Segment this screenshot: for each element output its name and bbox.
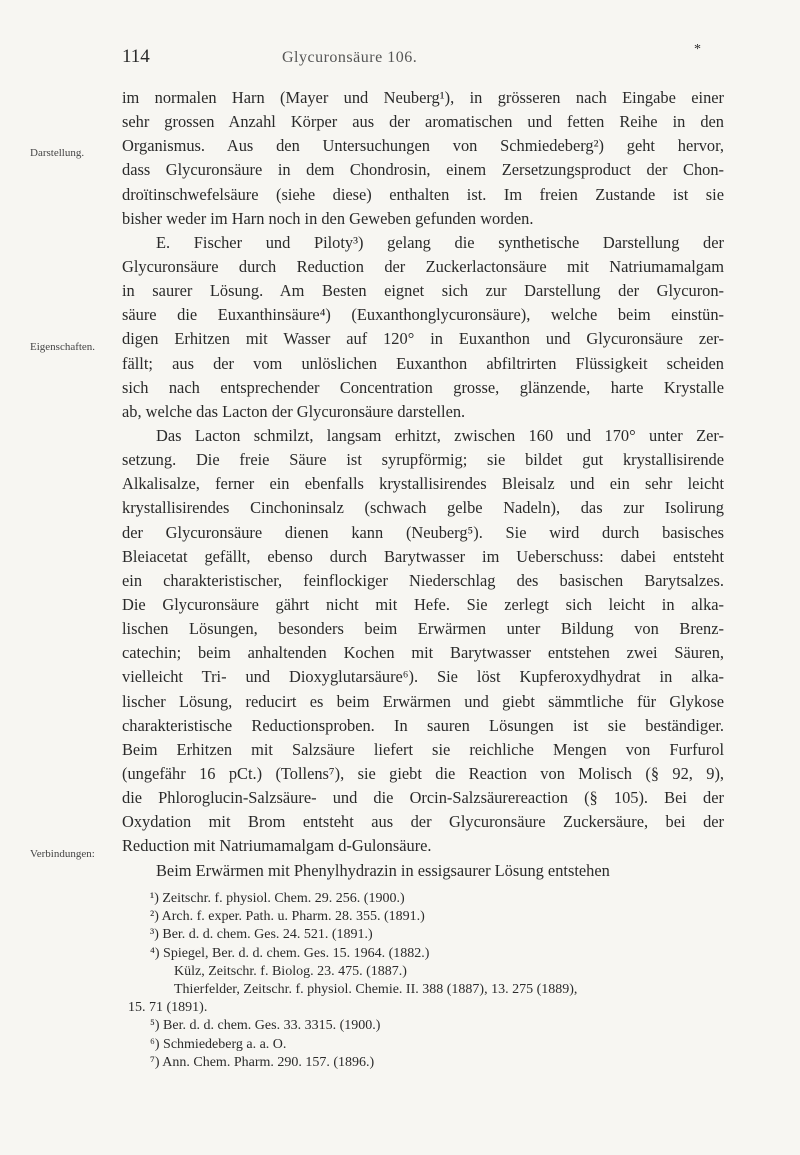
text-line: im normalen Harn (Mayer und Neuberg¹), in grösseren nach Eingabe einer [122,88,724,107]
text-line: ein charakteristischer, feinflockiger Niederschlag des basischen Barytsalzes. [122,570,724,590]
text-line: bisher weder im Harn noch in den Geweben gefunden worden. [122,208,534,228]
text-line: lischen Lösungen, besonders beim Erwärmen unter Bildung von Brenz- [122,619,724,639]
text-line: fällt; aus der vom unlöslichen Euxanthon abfiltrirten Flüssigkeit scheiden [122,353,724,373]
text-line: Alkalisalze, ferner ein ebenfalls krystallisirendes Bleisalz und ein sehr leicht [122,474,724,494]
page-number: 114 [122,46,150,67]
page-header [122,42,702,72]
footnote-4: ⁴) Spiegel, Ber. d. d. chem. Ges. 15. 1964. (1882.) [150,945,430,961]
text-line: droïtinschwefelsäure (siehe diese) enthalten ist. Im freien Zustande ist sie [122,184,724,204]
footnote-1: ¹) Zeitschr. f. physiol. Chem. 29. 256. (1900.) [150,891,405,906]
footnote-3: ³) Ber. d. d. chem. Ges. 24. 521. (1891.) [150,927,373,943]
text-line: setzung. Die freie Säure ist syrupförmig; sie bildet gut krystallisirende [122,450,724,470]
text-line: catechin; beim anhaltenden Kochen mit Barytwasser entstehen zwei Säuren, [122,643,724,663]
text-line: Beim Erwärmen mit Phenylhydrazin in essigsaurer Lösung entstehen [156,860,610,880]
footnote-2: ²) Arch. f. exper. Path. u. Pharm. 28. 355. (1891.) [150,909,425,925]
text-line: Das Lacton schmilzt, langsam erhitzt, zwischen 160 und 170° unter Zer- [156,425,724,445]
footnote-4-continuation: Thierfelder, Zeitschr. f. physiol. Chemie. II. 388 (1887), 13. 275 (1889), [174,982,578,998]
text-line: Die Glycuronsäure gährt nicht mit Hefe. Sie zerlegt sich leicht in alka- [122,594,724,614]
margin-note-eigenschaften: Eigenschaften. [30,341,96,353]
text-line: vielleicht Tri- und Dioxyglutarsäure⁶). Sie löst Kupferoxydhydrat in alka- [122,667,724,687]
footnote-6: ⁶) Schmiedeberg a. a. O. [150,1036,287,1052]
text-line: (ungefähr 16 pCt.) (Tollens⁷), sie giebt die Reaction von Molisch (§ 92, 9), [122,763,724,783]
corner-mark: * [694,42,701,57]
text-line: der Glycuronsäure dienen kann (Neuberg⁵). Sie wird durch basisches [122,522,724,542]
text-line: krystallisirendes Cinchoninsalz (schwach gelbe Nadeln), das zur Isolirung [122,498,724,518]
text-line: die Phloroglucin-Salzsäure- und die Orcin-Salzsäurereaction (§ 105). Bei der [122,788,724,808]
text-line: sehr grossen Anzahl Körper aus der aromatischen und fetten Reihe in den [122,112,724,132]
text-line: in saurer Lösung. Am Besten eignet sich zur Darstellung der Glycuron- [122,281,724,301]
text-line: Reduction mit Natriumamalgam d-Gulonsäure. [122,836,432,856]
running-head: Glycuronsäure 106. [282,49,418,66]
footnotes [128,890,740,1072]
margin-note-verbindungen: Verbindungen: [30,848,95,860]
text-line: Beim Erhitzen mit Salzsäure liefert sie reichliche Mengen von Furfurol [122,739,724,759]
footnote-7: ⁷) Ann. Chem. Pharm. 290. 157. (1896.) [150,1054,375,1070]
text-line: Oxydation mit Brom entsteht aus der Glycuronsäure Zuckersäure, bei der [122,812,724,832]
body-text [122,86,724,883]
text-line: dass Glycuronsäure in dem Chondrosin, einem Zersetzungsproduct der Chon- [122,160,724,180]
text-line: digen Erhitzen mit Wasser auf 120° in Euxanthon und Glycuronsäure zer- [122,329,724,349]
margin-note-darstellung: Darstellung. [30,147,85,159]
text-line: charakteristische Reductionsproben. In sauren Lösungen ist sie beständiger. [122,715,724,735]
text-line: lischer Lösung, reducirt es beim Erwärmen und giebt sämmtliche für Glykose [122,691,724,711]
footnote-5: ⁵) Ber. d. d. chem. Ges. 33. 3315. (1900.) [150,1018,381,1034]
text-line: ab, welche das Lacton der Glycuronsäure darstellen. [122,401,466,421]
text-line: E. Fischer und Piloty³) gelang die synthetische Darstellung der [156,232,724,252]
text-line: sich nach entsprechender Concentration grosse, glänzende, harte Krystalle [122,377,724,397]
text-line: säure die Euxanthinsäure⁴) (Euxanthonglycuronsäure), welche beim einstün- [122,305,724,325]
text-line: Glycuronsäure durch Reduction der Zuckerlactonsäure mit Natriumamalgam [122,256,724,276]
text-line: Organismus. Aus den Untersuchungen von Schmiedeberg²) geht hervor, [122,136,724,156]
text-line: Bleiacetat gefällt, ebenso durch Barytwasser im Ueberschuss: dabei entsteht [122,546,724,566]
footnote-4-continuation: Külz, Zeitschr. f. Biolog. 23. 475. (1887.) [174,963,407,979]
footnote-4-continuation: 15. 71 (1891). [128,1000,208,1016]
